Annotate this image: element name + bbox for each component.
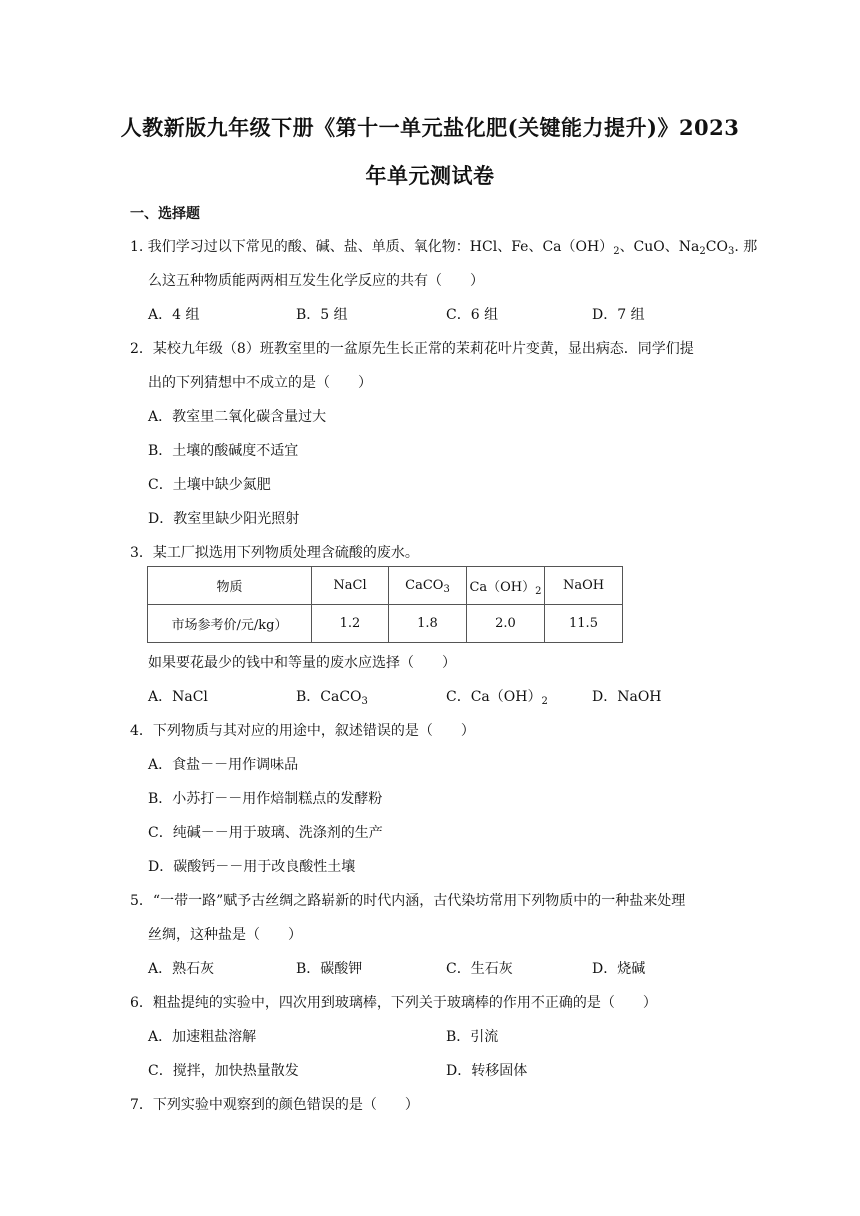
- table-cell: 2.0: [467, 605, 545, 643]
- question-3-line-2: 如果要花最少的钱中和等量的废水应选择（ ）: [148, 655, 456, 671]
- question-4-option-a: A．食盐－－用作调味品: [148, 757, 299, 773]
- question-6-line-1: 6．粗盐提纯的实验中，四次用到玻璃棒，下列关于玻璃棒的作用不正确的是（ ）: [130, 995, 657, 1011]
- question-3-option-b: B．CaCO$_3$: [296, 689, 368, 707]
- question-5-option-c: C．生石灰: [446, 961, 513, 977]
- question-3-option-a: A．NaCl: [148, 689, 208, 705]
- table-cell: 11.5: [545, 605, 623, 643]
- table-cell: 市场参考价/元/kg）: [148, 605, 312, 643]
- question-5-option-a: A．熟石灰: [148, 961, 215, 977]
- question-6-option-a: A．加速粗盐溶解: [148, 1029, 257, 1045]
- question-5-line-2: 丝绸，这种盐是（ ）: [148, 927, 302, 943]
- question-1-line-1: 1. 我们学习过以下常见的酸、碱、盐、单质、氧化物：HCl、Fe、$Ca(OH)_2$、CuO、$Na_2CO_3$. 那: [130, 239, 758, 257]
- question-2-option-d: D．教室里缺少阳光照射: [148, 511, 300, 527]
- table-cell: 1.8: [389, 605, 467, 643]
- table-header-cell: CaCO$_3$: [389, 567, 467, 605]
- question-3-option-c: C．$Ca(OH)_2$: [446, 689, 548, 707]
- question-3-line-1: 3．某工厂拟选用下列物质处理含硫酸的废水。: [130, 545, 419, 561]
- question-3-option-d: D．NaOH: [592, 689, 662, 705]
- table-header-cell: NaCl: [312, 567, 389, 605]
- question-6-option-b: B．引流: [446, 1029, 499, 1045]
- question-2-line-2: 出的下列猜想中不成立的是（ ）: [148, 375, 372, 391]
- question-7-line-1: 7．下列实验中观察到的颜色错误的是（ ）: [130, 1097, 419, 1113]
- question-5-option-d: D．烧碱: [592, 961, 646, 977]
- question-4-option-d: D．碳酸钙－－用于改良酸性土壤: [148, 859, 356, 875]
- table-cell: 1.2: [312, 605, 389, 643]
- question-5-option-b: B．碳酸钾: [296, 961, 363, 977]
- question-1-option-b: B．5 组: [296, 307, 348, 323]
- question-4-option-c: C．纯碱－－用于玻璃、洗涤剂的生产: [148, 825, 383, 841]
- table-header-cell: $Ca(OH)_2$: [467, 567, 545, 605]
- exam-title-line-1: 人教新版九年级下册《第十一单元盐化肥(关键能力提升)》2023: [120, 115, 740, 140]
- question-1-line-2: 么这五种物质能两两相互发生化学反应的共有（ ）: [148, 273, 484, 289]
- question-1-option-a: A．4 组: [148, 307, 200, 323]
- question-1-option-d: D．7 组: [592, 307, 645, 323]
- section-heading: 一、选择题: [130, 206, 200, 222]
- question-2-option-b: B．土壤的酸碱度不适宜: [148, 443, 299, 459]
- table-header-cell: NaOH: [545, 567, 623, 605]
- question-2-option-c: C．土壤中缺少氮肥: [148, 477, 271, 493]
- exam-title-line-2: 年单元测试卷: [365, 163, 495, 188]
- question-4-option-b: B．小苏打－－用作焙制糕点的发酵粉: [148, 791, 383, 807]
- price-table: [147, 566, 623, 643]
- table-header-cell: 物质: [148, 567, 312, 605]
- question-2-option-a: A．教室里二氧化碳含量过大: [148, 409, 327, 425]
- question-6-option-d: D．转移固体: [446, 1063, 528, 1079]
- question-6-option-c: C．搅拌，加快热量散发: [148, 1063, 299, 1079]
- table-row: [148, 605, 623, 643]
- table-row: [148, 567, 623, 605]
- question-1-option-c: C．6 组: [446, 307, 499, 323]
- question-4-line-1: 4．下列物质与其对应的用途中，叙述错误的是（ ）: [130, 723, 475, 739]
- question-2-line-1: 2．某校九年级（8）班教室里的一盆原先生长正常的茉莉花叶片变黄，显出病态．同学们提: [130, 341, 694, 357]
- question-5-line-1: 5．“一带一路”赋予古丝绸之路崭新的时代内涵，古代染坊常用下列物质中的一种盐来处理: [130, 893, 686, 909]
